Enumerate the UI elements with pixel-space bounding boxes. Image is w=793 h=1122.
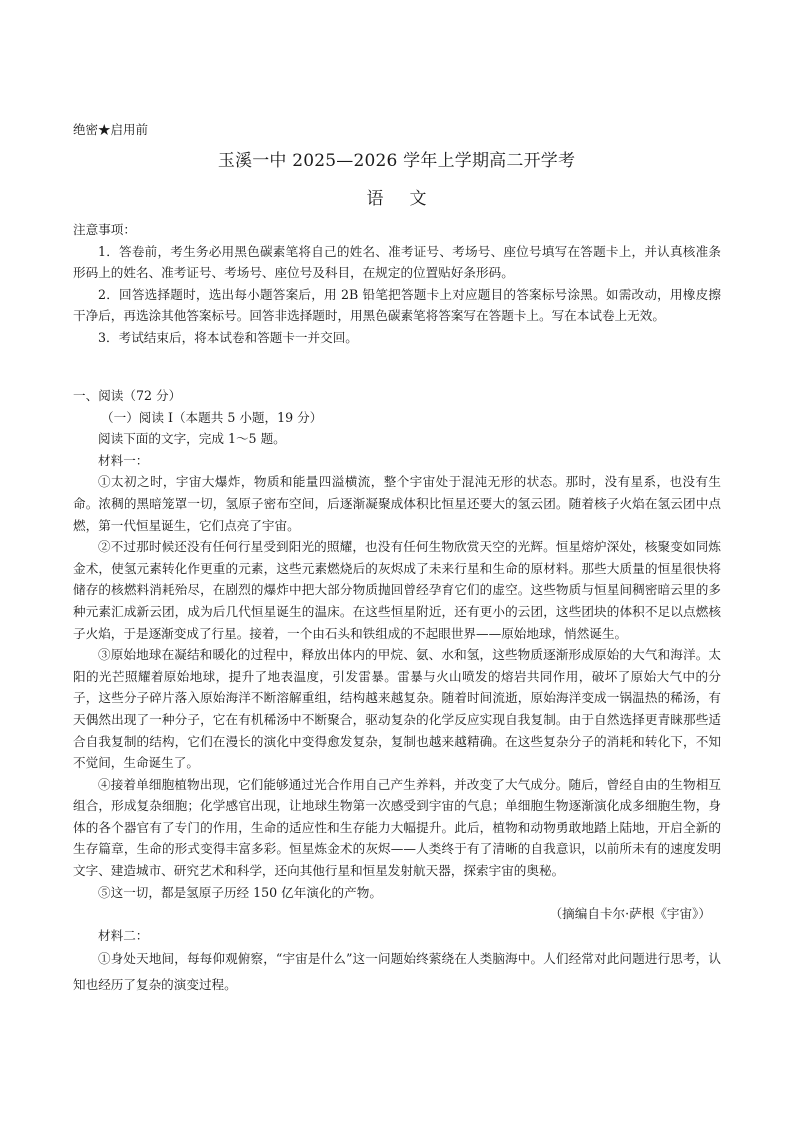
notice-item-3: 3．考试结束后，将本试卷和答题卡一并交回。: [98, 329, 358, 345]
notice-item-2: 2．回答选择题时，选出每小题答案后，用 2B 铅笔把答题卡上对应题目的答案标号涂黑。如需改动，用橡皮擦干净后，再选涂其他答案标号。回答非选择题时，用黑色碳素笔将答案写在答题卡上。写在本试卷上无效。: [73, 286, 721, 324]
notice-block: [73, 219, 721, 349]
notice-heading: 注意事项：: [73, 222, 136, 237]
exam-title: 玉溪一中 2025—2026 学年上学期高二开学考: [217, 151, 576, 171]
material1-paragraph-2: ②不过那时候还没有任何行星受到阳光的照耀，也没有任何生物欣赏天空的光辉。恒星熔炉深处，核聚变如同炼金术，使氢元素转化作更重的元素，这些元素燃烧后的灰烬成了未来行星和生命的原材料。那些大质量的恒星很快将储存的核燃料消耗殆尽，在剧烈的爆炸中把大部分物质抛回曾经孕育它们的虚空。这些物质与恒星间稠密暗云里的多种元素汇成新云团，成为后几代恒星诞生的温床。在这些恒星附近，还有更小的云团，这些团块的体积不足以点燃核子火焰，于是逐渐变成了行星。接着，一个由石头和铁组成的不起眼世界——原始地球，悄然诞生。: [73, 539, 721, 641]
material1-paragraph-5: ⑤这一切，都是氢原子历经 150 亿年演化的产物。: [98, 884, 382, 900]
material1-label: 材料一：: [98, 452, 149, 468]
secret-mark: 绝密★启用前: [73, 122, 149, 137]
section-sub-heading: （一）阅读 I（本题共 5 小题，19 分）: [101, 409, 323, 425]
material2-paragraph-1: ①身处天地间，每每仰观俯察，“宇宙是什么”这一问题始终萦绕在人类脑海中。人们经常对此问题进行思考，认知也经历了复杂的演变过程。: [73, 951, 721, 993]
section-heading: 一、阅读（72 分）: [73, 388, 182, 403]
material1-paragraph-4: ④接着单细胞植物出现，它们能够通过光合作用自己产生养料，并改变了大气成分。随后，曾经自由的生物相互组合，形成复杂细胞；化学感官出现，让地球生物第一次感受到宇宙的气息；单细胞生物逐渐演化成多细胞生物，身体的各个器官有了专门的作用，生命的适应性和生存能力大幅提升。此后，植物和动物勇敢地踏上陆地，开启全新的生存篇章，生命的形式变得丰富多彩。恒星炼金术的灰烬——人类终于有了清晰的自我意识，以前所未有的速度发明文字、建造城市、研究艺术和科学，还向其他行星和恒星发射航天器，探索宇宙的奥秘。: [73, 776, 721, 879]
reading-section: [73, 385, 721, 998]
notice-item-1: 1．答卷前，考生务必用黑色碳素笔将自己的姓名、准考证号、考场号、座位号填写在答题卡上，并认真核准条形码上的姓名、准考证号、考场号、座位号及科目，在规定的位置贴好条形码。: [73, 243, 721, 281]
material2-label: 材料二：: [98, 927, 149, 943]
material1-paragraph-1: ①太初之时，宇宙大爆炸，物质和能量四溢横流，整个宇宙处于混沌无形的状态。那时，没有星系，也没有生命。浓稠的黑暗笼罩一切，氢原子密布空间，后逐渐凝聚成体积比恒星还要大的氢云团。随着核子火焰在氢云团中点燃，第一代恒星诞生，它们点亮了宇宙。: [73, 474, 721, 533]
material1-paragraph-3: ③原始地球在凝结和暖化的过程中，释放出体内的甲烷、氨、水和氢，这些物质逐渐形成原始的大气和海洋。太阳的光芒照耀着原始地球，提升了地表温度，引发雷暴。雷暴与火山喷发的熔岩共同作用，破坏了原始大气中的分子，这些分子碎片落入原始海洋不断溶解重组，结构越来越复杂。随着时间流逝，原始海洋变成一锅温热的稀汤，有天偶然出现了一种分子，它在有机稀汤中不断聚合，驱动复杂的化学反应实现自我复制。由于自然选择更青睐那些适合自我复制的结构，它们在漫长的演化中变得愈发复杂，复制也越来越精确。在这些复杂分子的消耗和转化下，不知不觉间，生命诞生了。: [73, 647, 721, 771]
section-instruction: 阅读下面的文字，完成 1～5 题。: [98, 431, 286, 447]
material1-source: （摘编自卡尔·萨根《宇宙》）: [549, 906, 711, 922]
subject-title: 语文: [366, 189, 453, 209]
